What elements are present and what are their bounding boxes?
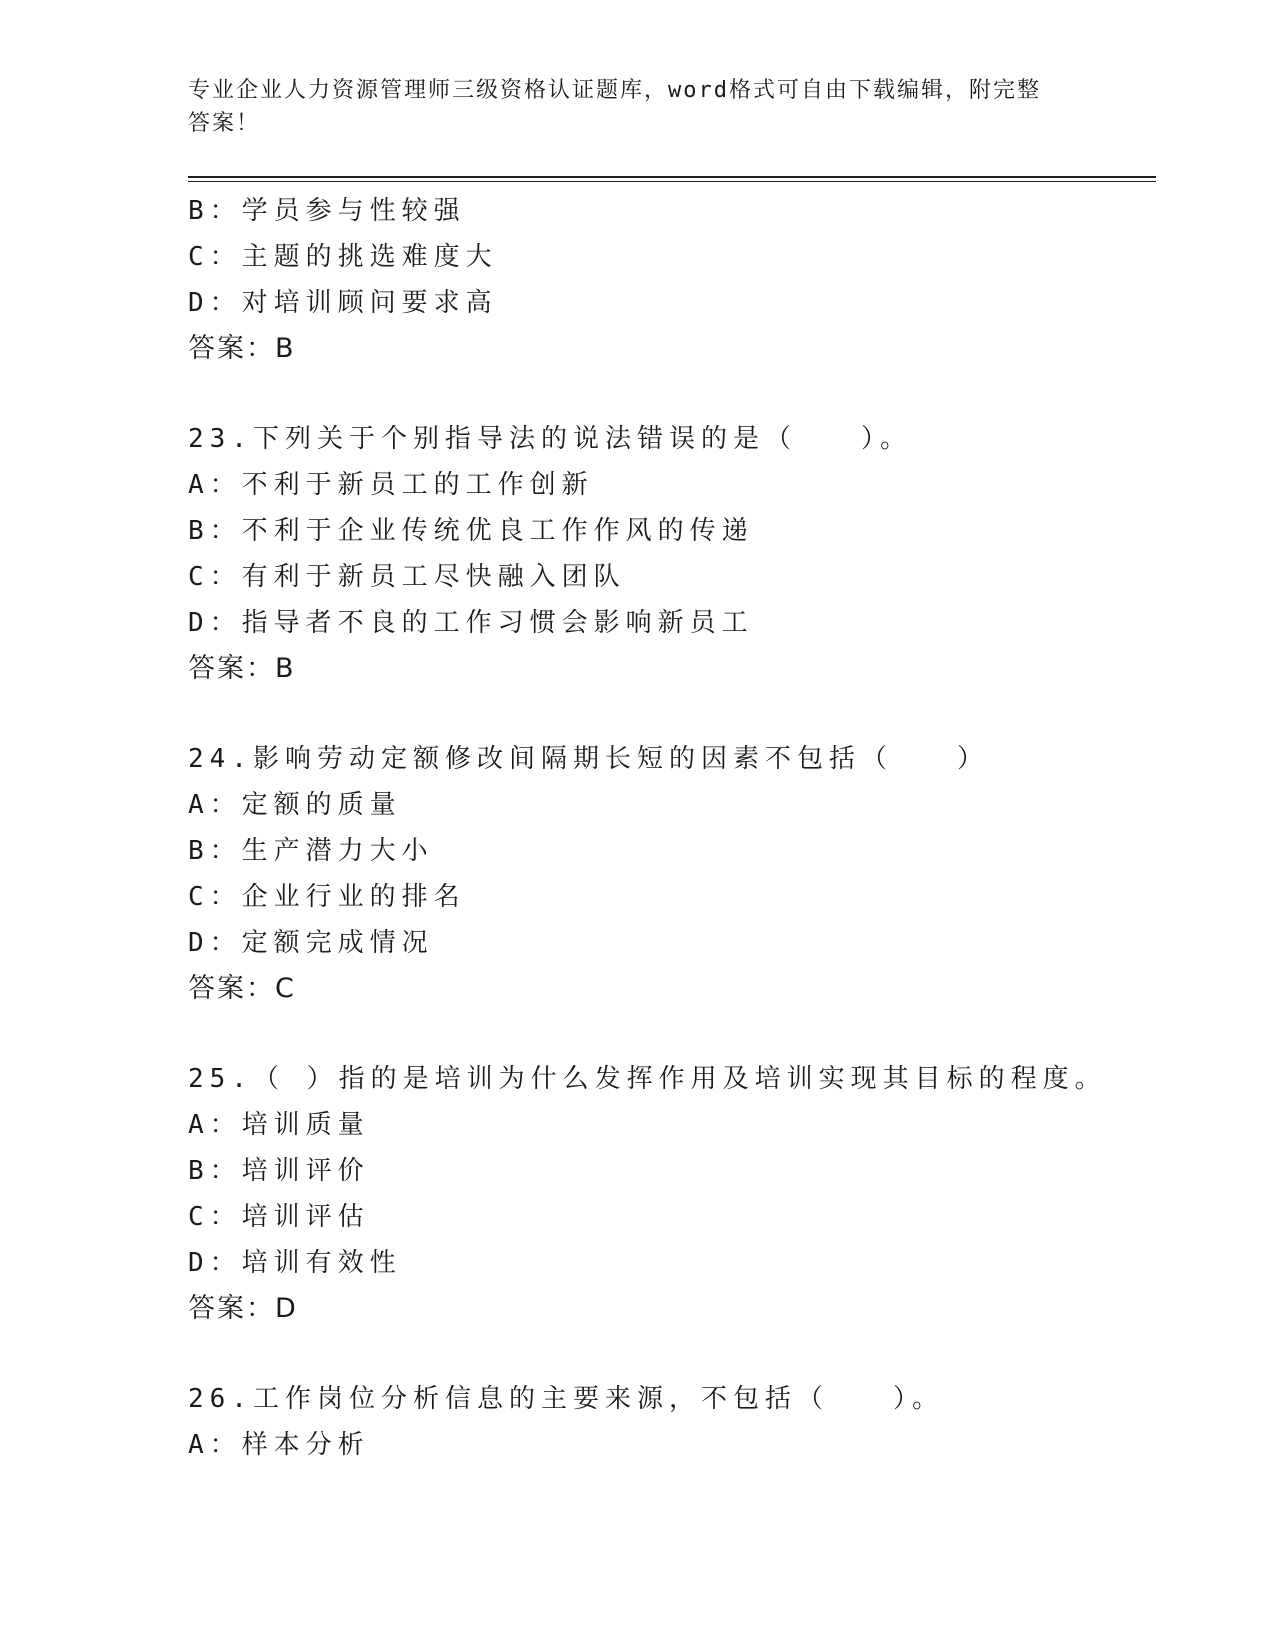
question-23 xyxy=(188,416,1148,692)
question-list xyxy=(188,188,1148,1468)
option-b: B：学员参与性较强 xyxy=(188,196,466,226)
option-c: C：企业行业的排名 xyxy=(188,882,466,912)
question-stem: 25.（ ）指的是培训为什么发挥作用及培训实现其目标的程度。 xyxy=(188,1064,1107,1094)
option-a: A：样本分析 xyxy=(188,1430,370,1460)
answer-line: 答案：D xyxy=(188,1293,298,1324)
option-a: A：不利于新员工的工作创新 xyxy=(188,470,594,500)
option-d: D：对培训顾问要求高 xyxy=(188,288,498,318)
option-a: A：定额的质量 xyxy=(188,790,402,820)
option-c: C：培训评估 xyxy=(188,1202,370,1232)
option-d: D：定额完成情况 xyxy=(188,928,434,958)
option-c: C：主题的挑选难度大 xyxy=(188,242,498,272)
question-24 xyxy=(188,736,1148,1012)
header-divider-thin xyxy=(188,181,1156,182)
option-c: C：有利于新员工尽快融入团队 xyxy=(188,562,626,592)
question-stem: 26.工作岗位分析信息的主要来源，不包括（ ）。 xyxy=(188,1384,944,1414)
question-25 xyxy=(188,1056,1148,1332)
option-b: B：培训评价 xyxy=(188,1156,370,1186)
question-22-continued xyxy=(188,188,1148,372)
answer-line: 答案：B xyxy=(188,333,296,364)
question-stem: 23.下列关于个别指导法的说法错误的是（ ）。 xyxy=(188,424,912,454)
header-divider-thick xyxy=(188,176,1156,178)
option-d: D：培训有效性 xyxy=(188,1248,402,1278)
option-b: B：生产潜力大小 xyxy=(188,836,434,866)
page-header xyxy=(188,74,1088,140)
option-a: A：培训质量 xyxy=(188,1110,370,1140)
question-stem: 24.影响劳动定额修改间隔期长短的因素不包括（ ） xyxy=(188,744,989,774)
question-26 xyxy=(188,1376,1148,1468)
answer-line: 答案：B xyxy=(188,653,296,684)
option-d: D：指导者不良的工作习惯会影响新员工 xyxy=(188,608,754,638)
option-b: B：不利于企业传统优良工作作风的传递 xyxy=(188,516,754,546)
header-line-1: 专业企业人力资源管理师三级资格认证题库，word格式可自由下载编辑，附完整 xyxy=(188,78,1041,103)
answer-line: 答案：C xyxy=(188,973,296,1004)
header-line-2: 答案！ xyxy=(188,111,261,136)
